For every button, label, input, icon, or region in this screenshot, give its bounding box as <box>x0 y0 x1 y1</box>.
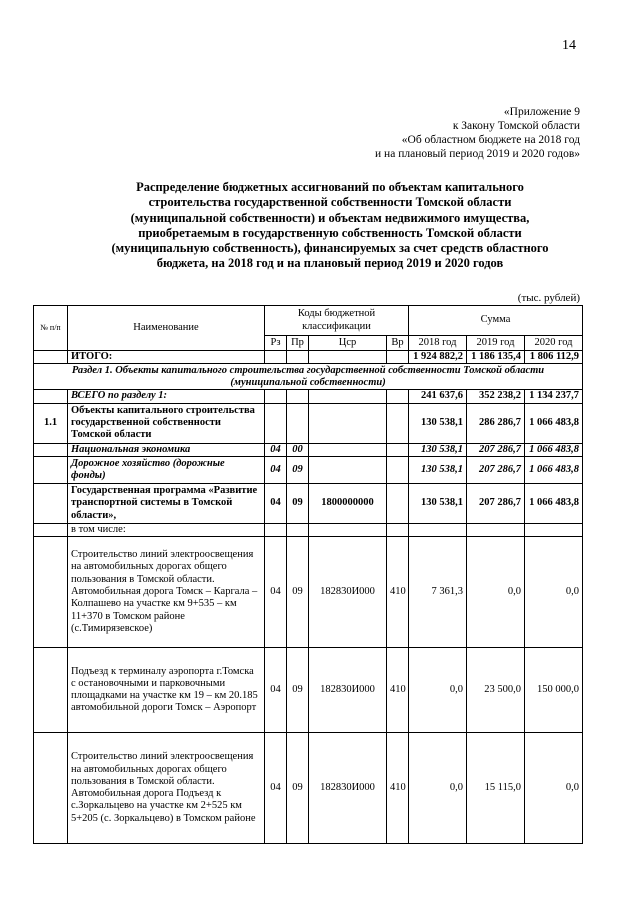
section-title: Раздел 1. Объекты капитального строительства государственной собственности Томской области (муниципальной собственности) <box>34 364 583 390</box>
section-total-2018: 241 637,6 <box>409 390 467 403</box>
item-2020: 0,0 <box>525 733 583 844</box>
title-line: приобретаемым в государственную собственность Томской области <box>138 225 522 240</box>
program-2020: 1 066 483,8 <box>525 483 583 523</box>
item-2018: 0,0 <box>409 733 467 844</box>
item-csr: 182830И000 <box>309 537 387 648</box>
including-row <box>34 523 583 536</box>
page-number: 14 <box>562 38 576 53</box>
program-2019: 207 286,7 <box>467 483 525 523</box>
appendix-reference <box>280 105 580 161</box>
subsection-2019: 286 286,7 <box>467 403 525 443</box>
header-rz: Рз <box>265 336 287 351</box>
total-row <box>34 351 583 364</box>
total-label: ИТОГО: <box>68 351 265 364</box>
national-economy-2018: 130 538,1 <box>409 443 467 456</box>
title-line: (муниципальную собственность), финансируемых за счет средств областного <box>111 241 549 256</box>
item-vr: 410 <box>387 733 409 844</box>
including-label: в том числе: <box>68 523 265 536</box>
appendix-line: «Об областном бюджете на 2018 год <box>401 134 580 146</box>
header-vr: Вр <box>387 336 409 351</box>
title-line: строительства государственной собственности Томской области <box>148 195 512 210</box>
road-economy-2020: 1 066 483,8 <box>525 456 583 483</box>
item-2019: 0,0 <box>467 537 525 648</box>
item-vr: 410 <box>387 648 409 733</box>
document-title <box>70 180 590 272</box>
item-rz: 04 <box>265 648 287 733</box>
item-2020: 150 000,0 <box>525 648 583 733</box>
item-csr: 182830И000 <box>309 733 387 844</box>
units-label: (тыс. рублей) <box>517 292 580 304</box>
road-economy-rz: 04 <box>265 456 287 483</box>
appendix-line: и на плановый период 2019 и 2020 годов» <box>375 148 580 160</box>
section-total-2020: 1 134 237,7 <box>525 390 583 403</box>
national-economy-name: Национальная экономика <box>68 443 265 456</box>
subsection-2018: 130 538,1 <box>409 403 467 443</box>
item-csr: 182830И000 <box>309 648 387 733</box>
road-economy-2019: 207 286,7 <box>467 456 525 483</box>
item-rz: 04 <box>265 733 287 844</box>
header-name: Наименование <box>68 306 265 351</box>
subsection-2020: 1 066 483,8 <box>525 403 583 443</box>
item-rz: 04 <box>265 537 287 648</box>
item-name: Строительство линий электроосвещения на автомобильных дорогах общего пользования в Томской области. Автомобильная дорога Подъезд к с.Зоркальцево на участке км 2+525 км 5+205 (с. Зоркальцево) в Томском районе <box>68 733 265 844</box>
program-rz: 04 <box>265 483 287 523</box>
road-economy-name: Дорожное хозяйство (дорожные фонды) <box>68 456 265 483</box>
national-economy-pr: 00 <box>287 443 309 456</box>
section-total-label: ВСЕГО по разделу 1: <box>68 390 265 403</box>
header-codes: Коды бюджетной классификации <box>265 306 409 336</box>
total-2018: 1 924 882,2 <box>409 351 467 364</box>
national-economy-2020: 1 066 483,8 <box>525 443 583 456</box>
item-2020: 0,0 <box>525 537 583 648</box>
section-total-row <box>34 390 583 403</box>
section-row <box>34 364 583 390</box>
total-2020: 1 806 112,9 <box>525 351 583 364</box>
item-2018: 0,0 <box>409 648 467 733</box>
budget-table <box>33 305 583 844</box>
subsection-num: 1.1 <box>34 403 68 443</box>
header-2020: 2020 год <box>525 336 583 351</box>
header-sum: Сумма <box>409 306 583 336</box>
header-csr: Цср <box>309 336 387 351</box>
program-2018: 130 538,1 <box>409 483 467 523</box>
title-line: (муниципальной собственности) и объектам недвижимого имущества, <box>130 210 530 225</box>
item-2019: 15 115,0 <box>467 733 525 844</box>
table-row <box>34 537 583 648</box>
national-economy-2019: 207 286,7 <box>467 443 525 456</box>
program-pr: 09 <box>287 483 309 523</box>
header-num: № п/п <box>34 306 68 351</box>
program-name: Государственная программа «Развитие транспортной системы в Томской области», <box>68 483 265 523</box>
road-economy-pr: 09 <box>287 456 309 483</box>
item-name: Строительство линий электроосвещения на автомобильных дорогах общего пользования в Томской области. Автомобильная дорога Томск – Каргала – Колпашево на участке км 9+535 – км 11+370 в Томском районе (с.Тимирязевское) <box>68 537 265 648</box>
title-line: Распределение бюджетных ассигнований по объектам капитального <box>136 180 524 194</box>
appendix-line: к Закону Томской области <box>452 120 580 132</box>
table-row <box>34 648 583 733</box>
title-line: бюджета, на 2018 год и на плановый период 2019 и 2020 годов <box>156 256 504 271</box>
item-pr: 09 <box>287 648 309 733</box>
item-pr: 09 <box>287 537 309 648</box>
header-row <box>34 306 583 336</box>
program-row <box>34 483 583 523</box>
item-2018: 7 361,3 <box>409 537 467 648</box>
item-pr: 09 <box>287 733 309 844</box>
road-economy-2018: 130 538,1 <box>409 456 467 483</box>
total-2019: 1 186 135,4 <box>467 351 525 364</box>
appendix-line: «Приложение 9 <box>503 106 580 118</box>
header-pr: Пр <box>287 336 309 351</box>
item-name: Подъезд к терминалу аэропорта г.Томска с остановочными и парковочными площадками на участке км 19 – км 20.185 автомобильной дороги Томск – Аэропорт <box>68 648 265 733</box>
item-2019: 23 500,0 <box>467 648 525 733</box>
national-economy-row <box>34 443 583 456</box>
program-csr: 1800000000 <box>309 483 387 523</box>
subsection-row <box>34 403 583 443</box>
table-row <box>34 733 583 844</box>
road-economy-row <box>34 456 583 483</box>
header-2019: 2019 год <box>467 336 525 351</box>
national-economy-rz: 04 <box>265 443 287 456</box>
section-total-2019: 352 238,2 <box>467 390 525 403</box>
header-2018: 2018 год <box>409 336 467 351</box>
subsection-name: Объекты капитального строительства государственной собственности Томской области <box>68 403 265 443</box>
item-vr: 410 <box>387 537 409 648</box>
